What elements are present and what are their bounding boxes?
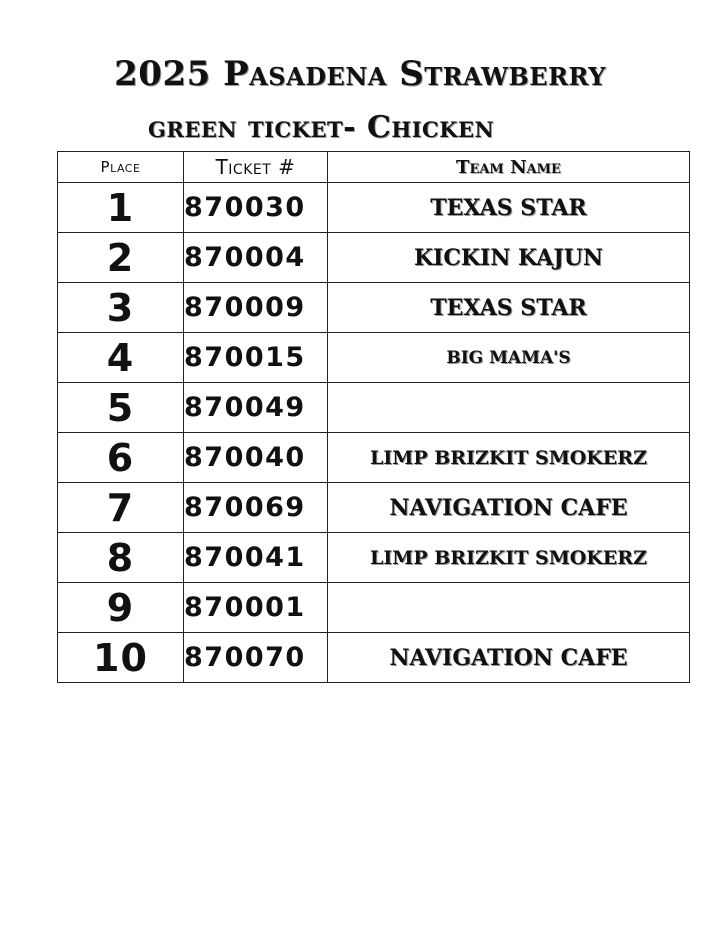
ticket-cell: 870070 [184, 633, 328, 683]
ticket-cell: 870049 [184, 383, 328, 433]
table-row [58, 283, 690, 333]
header-row [58, 152, 690, 183]
table-row [58, 533, 690, 583]
table-row [58, 233, 690, 283]
team-cell [328, 383, 690, 433]
place-cell: 7 [58, 483, 184, 533]
ticket-cell: 870009 [184, 283, 328, 333]
table-row [58, 433, 690, 483]
ticket-cell: 870040 [184, 433, 328, 483]
team-cell: LIMP BRIZKIT SMOKERZ [328, 433, 690, 483]
page-title: 2025 Pasadena Strawberry [114, 54, 606, 94]
place-cell: 3 [58, 283, 184, 333]
place-cell: 6 [58, 433, 184, 483]
table-row [58, 383, 690, 433]
team-cell: TEXAS STAR [328, 283, 690, 333]
table-row [58, 483, 690, 533]
team-cell: NAVIGATION CAFE [328, 633, 690, 683]
team-cell: KICKIN KAJUN [328, 233, 690, 283]
header-team-name: Team Name [328, 152, 690, 183]
team-cell: NAVIGATION CAFE [328, 483, 690, 533]
ticket-cell: 870030 [184, 183, 328, 233]
ticket-cell: 870015 [184, 333, 328, 383]
team-cell: BIG MAMA'S [328, 333, 690, 383]
team-cell [328, 583, 690, 633]
place-cell: 8 [58, 533, 184, 583]
place-cell: 5 [58, 383, 184, 433]
table-row [58, 183, 690, 233]
header-ticket: Ticket # [184, 152, 328, 183]
table-row [58, 633, 690, 683]
page-subtitle: green ticket- Chicken [148, 110, 495, 145]
header-place: Place [58, 152, 184, 183]
place-cell: 10 [58, 633, 184, 683]
ticket-cell: 870069 [184, 483, 328, 533]
place-cell: 9 [58, 583, 184, 633]
table-row [58, 583, 690, 633]
place-cell: 2 [58, 233, 184, 283]
team-cell: TEXAS STAR [328, 183, 690, 233]
place-cell: 4 [58, 333, 184, 383]
ticket-cell: 870041 [184, 533, 328, 583]
results-table [57, 151, 690, 683]
place-cell: 1 [58, 183, 184, 233]
ticket-cell: 870004 [184, 233, 328, 283]
team-cell: LIMP BRIZKIT SMOKERZ [328, 533, 690, 583]
ticket-cell: 870001 [184, 583, 328, 633]
table-row [58, 333, 690, 383]
